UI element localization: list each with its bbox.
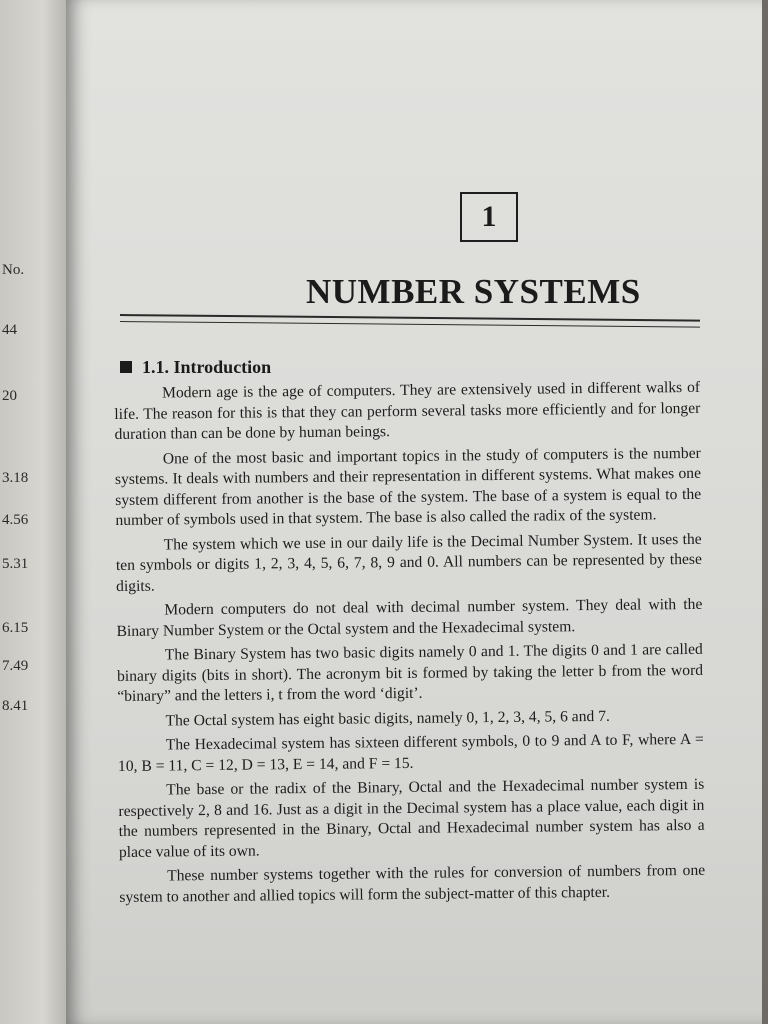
paragraph: These number systems together with the rules for conversion of numbers from one system to another and allied topics will form the subject-matter of this chapter.: [119, 861, 706, 906]
section-heading-text: 1.1. Introduction: [142, 357, 272, 377]
edge-number: 5.31: [2, 556, 29, 572]
edge-number: No.: [2, 262, 25, 278]
edge-number: 6.15: [2, 620, 29, 636]
square-bullet-icon: [120, 361, 132, 373]
edge-number: 8.41: [2, 698, 29, 714]
chapter-number-box: [460, 192, 518, 242]
edge-number: 4.56: [2, 512, 29, 528]
paragraph: The Octal system has eight basic digits, namely 0, 1, 2, 3, 4, 5, 6 and 7.: [165, 707, 610, 729]
chapter-number: 1: [481, 200, 497, 233]
paragraph: The system which we use in our daily life is the Decimal Number System. It uses the ten symbols or digits 1, 2, 3, 4, 5, 6, 7, 8, 9 and 0. All numbers can be represented by these digits.: [115, 530, 702, 595]
paragraph: One of the most basic and important topics in the study of computers is the number systems. It deals with numbers and their representation in different systems. What makes one system different from another is the base of the system. The base of a system is equal to the number of symbols used in that system. The base is also called the radix of the system.: [114, 444, 702, 529]
body-text: [114, 378, 705, 912]
paragraph: The Binary System has two basic digits namely 0 and 1. The digits 0 and 1 are called binary digits (bits in short). The acronym bit is formed by taking the letter b from the word “binary” and the letters i, t from the word ‘digit’.: [116, 640, 704, 705]
paragraph: Modern computers do not deal with decimal number system. They deal with the Binary Number System or the Octal system and the Hexadecimal system.: [116, 595, 703, 640]
edge-number: 3.18: [2, 470, 29, 486]
section-heading: [120, 357, 271, 378]
paragraph: The Hexadecimal system has sixteen different symbols, 0 to 9 and A to F, where A = 10, B = 11, C = 12, D = 13, E = 14, and F = 15.: [117, 730, 704, 775]
paragraph: The base or the radix of the Binary, Octal and the Hexadecimal number system is respectively 2, 8 and 16. Just as a digit in the Decimal system has a place value, each digit in the numbers represented in the Binary, Octal and Hexadecimal number system has also a place value of its own.: [118, 775, 705, 861]
paragraph: Modern age is the age of computers. They are extensively used in different walks of life. The reason for this is that they can perform several tasks more efficiently and for longer duration than can be done by human beings.: [114, 378, 701, 443]
chapter-title: NUMBER SYSTEMS: [306, 272, 641, 311]
edge-number: 7.49: [2, 658, 29, 674]
edge-number: 44: [2, 322, 17, 338]
edge-number: 20: [2, 388, 17, 404]
